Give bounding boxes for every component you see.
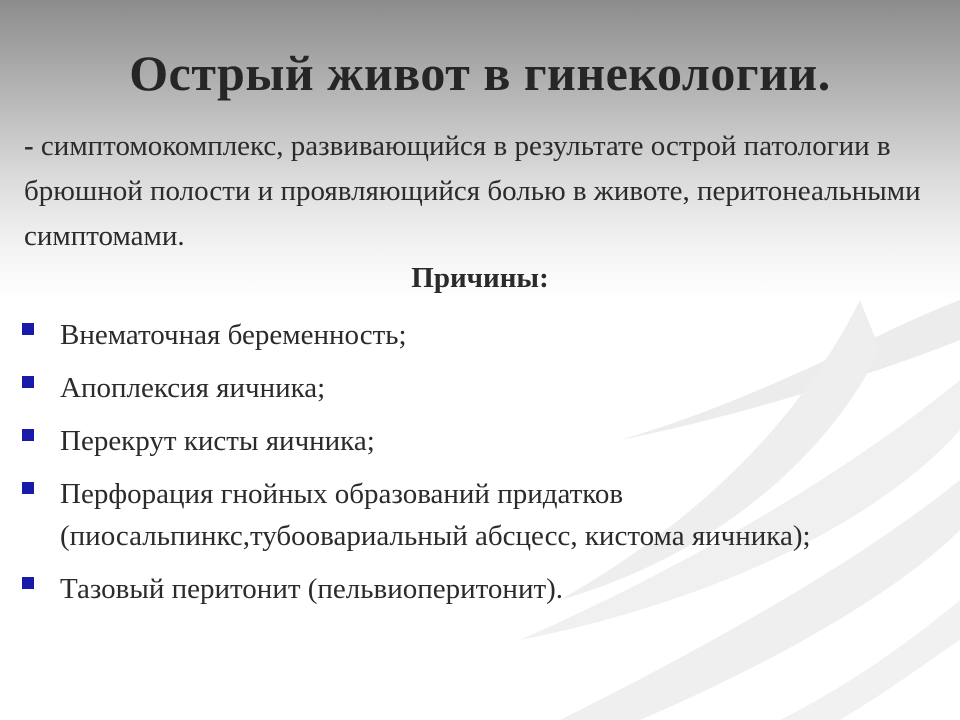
square-bullet-icon xyxy=(22,482,34,494)
list-item xyxy=(20,420,920,462)
causes-list xyxy=(20,314,920,621)
list-item-text: Перекрут кисты яичника; xyxy=(60,425,375,457)
square-bullet-icon xyxy=(22,323,34,335)
square-bullet-icon xyxy=(22,376,34,388)
causes-heading: Причины: xyxy=(411,262,549,294)
list-item xyxy=(20,367,920,409)
list-item-text: Тазовый перитонит (пельвиоперитонит). xyxy=(60,573,564,605)
list-item xyxy=(20,314,920,356)
list-item-text: Апоплексия яичника; xyxy=(60,372,326,404)
list-item xyxy=(20,568,920,610)
list-item-text: Внематочная беременность; xyxy=(60,319,407,351)
list-item-text: Перфорация гнойных образований придатков (пиосальпинкс,тубоовариальный абсцесс, кистома яичника); xyxy=(60,478,811,552)
definition-text: симптомокомплекс, развивающийся в результате острой патологии в брюшной полости и проявляющийся болью в животе, перитонеальными симптомами. xyxy=(24,130,921,252)
square-bullet-icon xyxy=(22,429,34,441)
definition-dash: - xyxy=(24,130,34,162)
slide-title: Острый живот в гинекологии. xyxy=(129,45,831,101)
definition-paragraph xyxy=(24,124,944,259)
list-item xyxy=(20,473,920,557)
square-bullet-icon xyxy=(22,577,34,589)
